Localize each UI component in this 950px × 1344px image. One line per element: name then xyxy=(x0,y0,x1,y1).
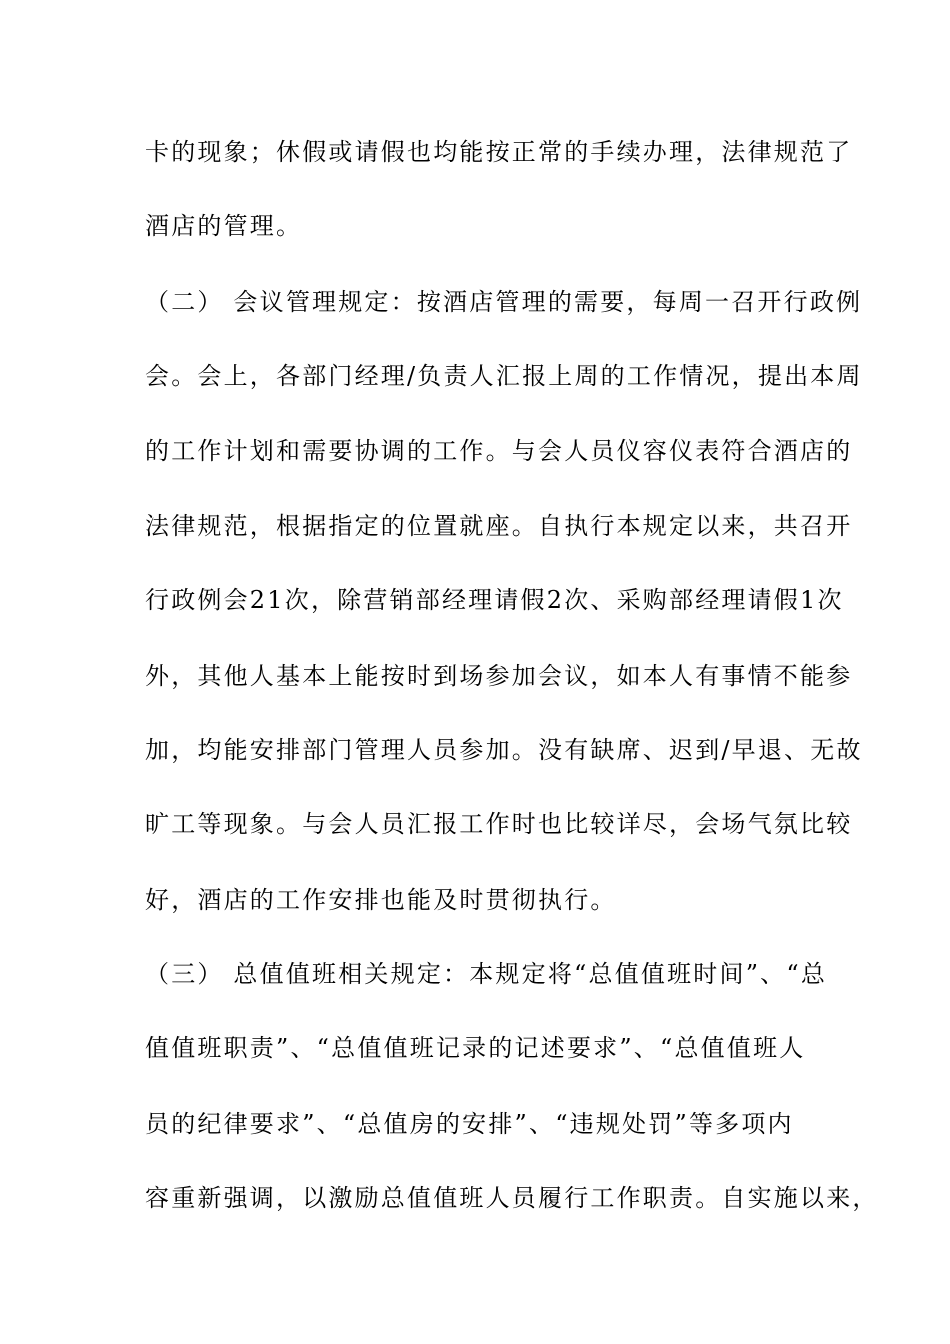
text-line: （二） 会议管理规定：按酒店管理的需要，每周一召开行政例 xyxy=(145,288,863,316)
text-line: 员的纪律要求”、“总值房的安排”、“违规处罚”等多项内 xyxy=(145,1110,794,1138)
text-line: 旷工等现象。与会人员汇报工作时也比较详尽，会场气氛比较 xyxy=(145,810,853,838)
text-line: 的工作计划和需要协调的工作。与会人员仪容仪表符合酒店的 xyxy=(145,437,853,465)
text-line: 值值班职责”、“总值值班记录的记述要求”、“总值值班人 xyxy=(145,1034,806,1062)
text-line: 行政例会21次，除营销部经理请假2次、采购部经理请假1次 xyxy=(145,586,844,614)
text-line: （三） 总值值班相关规定：本规定将“总值值班时间”、“总 xyxy=(145,960,828,988)
text-line: 容重新强调，以激励总值值班人员履行工作职责。自实施以来， xyxy=(145,1184,879,1212)
text-line: 法律规范，根据指定的位置就座。自执行本规定以来，共召开 xyxy=(145,512,853,540)
text-line: 会。会上，各部门经理/负责人汇报上周的工作情况，提出本周 xyxy=(145,362,863,390)
text-line: 外，其他人基本上能按时到场参加会议，如本人有事情不能参 xyxy=(145,662,853,690)
text-line: 好，酒店的工作安排也能及时贯彻执行。 xyxy=(145,886,617,914)
text-line: 酒店的管理。 xyxy=(145,212,303,240)
text-line: 卡的现象；休假或请假也均能按正常的手续办理，法律规范了 xyxy=(145,138,853,166)
text-line: 加，均能安排部门管理人员参加。没有缺席、迟到/早退、无故 xyxy=(145,736,863,764)
